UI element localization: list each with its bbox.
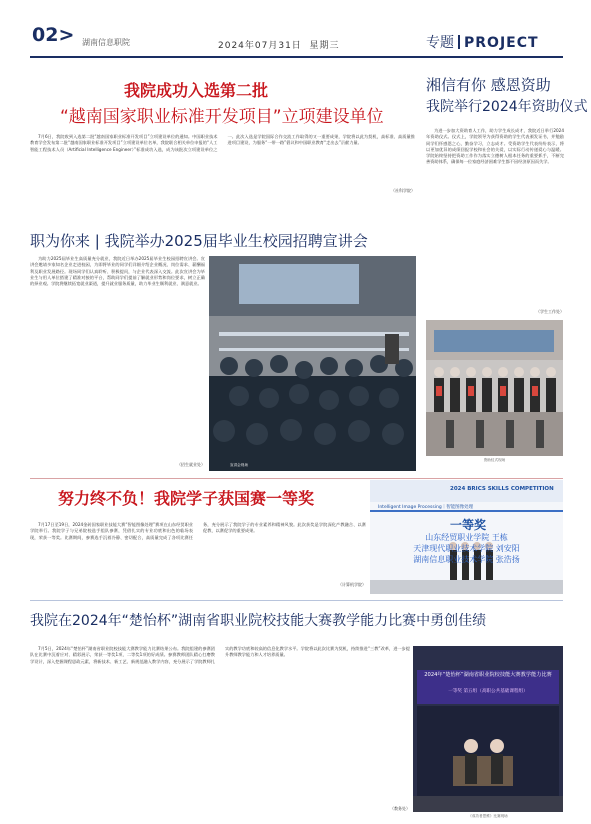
article5-credit: （教务处） <box>390 806 410 811</box>
article4-body <box>30 522 366 582</box>
article2-credit: （学生工作处） <box>536 309 564 314</box>
article1-title-line2: “越南国家职业标准开发项目”立项建设单位 <box>60 107 384 127</box>
article5-body-text: 7月5日，2024年“楚怡杯”湖南省职业院校技能大赛教学能力比赛结果公布。我院组建的参赛团队在比赛中沉着应对、精彩展示，荣获一等奖1项、二等奖1项的好成绩。参赛教师团队精心打磨教学设计，深入挖掘课程思政元素，将新技术、新工艺、新规范融入教学内容，充分展示了学院教师扎实的教学功底和较高的信息化教学水平。学院将以此次比赛为契机，持续推进“三教”改革，进一步提升教师教学能力和人才培养质量。 <box>30 646 410 664</box>
award-ceremony-photo <box>426 320 563 456</box>
article4-body-text: 7月17日至19日，2024金砖国家职业技能大赛“智能图像处理”赛项在山东经贸职业学院举行。我院学子与兄弟院校选手组队参赛，凭借扎实的专业功底和出色的临场表现，荣获一等奖。比赛期间，参赛选手沉着冷静、密切配合，高质量完成了各项比赛任务，充分展示了我院学子的专业素养和精神风貌。此次获奖是学院深化产教融合、以赛促教、以赛促学的重要成果。 <box>30 522 366 540</box>
teaching-competition-photo <box>413 646 563 812</box>
article3-photo-caption: 宣讲会现场 <box>230 463 248 467</box>
job-fair-photo <box>209 256 416 471</box>
article4-credit: （计算机学院） <box>338 582 366 587</box>
brics-item: Intelligent Image Processing｜智能图像处理 <box>378 505 474 510</box>
page-number: 02> <box>32 24 75 46</box>
award-level: 一等奖 <box>450 518 487 532</box>
article3-body <box>30 256 205 471</box>
header-rule <box>30 56 563 58</box>
date-text: 2024年07月31日 <box>218 41 302 51</box>
article1-body <box>30 134 415 186</box>
weekday-text: 星期三 <box>309 41 340 51</box>
article5-body <box>30 646 410 804</box>
article1-title-line1: 我院成功入选第二批 <box>124 81 269 100</box>
article3-body-text: 为助力2025届毕业生高质量充分就业，我院近日举办2025届毕业生校园招聘宣讲会。宣讲会邀请多家知名企业走进校园，为即将毕业的同学们详细介绍企业概况、岗位需求、薪酬福利及职业发展路径。现场同学们认真聆听、积极提问，与企业代表深入交流。此次宣讲会为毕业生与用人单位搭建了精准对接的平台，帮助同学们提前了解就业形势和岗位要求，树立正确的择业观。学院将继续拓宽就业渠道，提升就业服务质量，助力毕业生顺利就业、满意就业。 <box>30 256 205 287</box>
article1-body-text: 7月6日，我院收到入选第二批“越南国家职业标准开发项目”立项建设单位的通知。中国职业技术教育学会发布第二批“越南国家职业标准开发项目”立项建设单位名单，我院联合相关单位申报的“人工智能工程技术人员（Artificial Intelligence Engineer）”标准成功入选，成为该批次立项建设单位之一。此次入选是学院国际合作交流工作取得的又一重要成果，学院将以此为契机，高标准、高质量推进项目建设，为服务“一带一路”倡议和中国职业教育“走出去”贡献力量。 <box>30 134 415 152</box>
brics-banner: 2024 BRICS SKILLS COMPETITION <box>450 486 554 492</box>
section-divider-line <box>30 478 563 479</box>
article2-body <box>426 128 564 318</box>
section-en: PROJECT <box>464 35 539 51</box>
article3-credit: （招生就业处） <box>177 462 205 467</box>
article2-body-text: 为进一步加大资助育人工作，助力学生成长成才，我院近日举行2024年资助仪式。仪式上，学院领导为获得资助的学生代表颁发证书，并勉励同学们怀感恩之心，勤奋学习，立志成才。受资助学生代表纷纷表示，将以更加优异的成绩回报学校和社会的关爱，以实际行动传递爱心与温暖。学院始终坚持把资助工作作为落实立德树人根本任务的重要抓手，不断完善资助体系，确保每一位家庭经济困难学生都不因经济原因而失学。 <box>426 128 564 165</box>
competition-banner-title: 2024年“楚怡杯”湖南省职业院校技能大赛教学能力比赛 <box>424 672 552 678</box>
article5-title: 我院在2024年“楚怡杯”湖南省职业院校技能大赛教学能力比赛中勇创佳绩 <box>30 613 487 629</box>
winner-2: 天津现代职业技术学院 刘安阳 <box>413 544 520 553</box>
section-divider-line-2 <box>30 600 563 601</box>
article5-photo-caption: 《成功者思维》比赛现场 <box>468 814 508 818</box>
winner-3: 湖南信息职业技术学院 张浩扬 <box>413 555 520 564</box>
section-cn: 专题 <box>426 35 454 51</box>
article1-credit: （社科学院） <box>391 188 415 193</box>
article2-photo-caption: 资助仪式现场 <box>483 458 506 462</box>
winners-list <box>370 532 563 565</box>
article3-title: 职为你来 | 我院举办2025届毕业生校园招聘宣讲会 <box>30 232 368 250</box>
article2-title-line1: 湘信有你 感恩资助 <box>426 76 551 94</box>
article4-title: 努力终不负！我院学子获国赛一等奖 <box>58 489 315 508</box>
section-divider <box>458 35 460 49</box>
paper-name: 湖南信息职院 <box>82 38 130 47</box>
section-label <box>426 32 539 52</box>
article2-title-line2: 我院举行2024年资助仪式 <box>426 99 588 115</box>
winner-1: 山东经贸职业学院 王栋 <box>425 533 508 542</box>
issue-date <box>218 38 340 51</box>
competition-banner-sub: 一等奖 第五组（高职公共基础课程组） <box>448 689 528 694</box>
